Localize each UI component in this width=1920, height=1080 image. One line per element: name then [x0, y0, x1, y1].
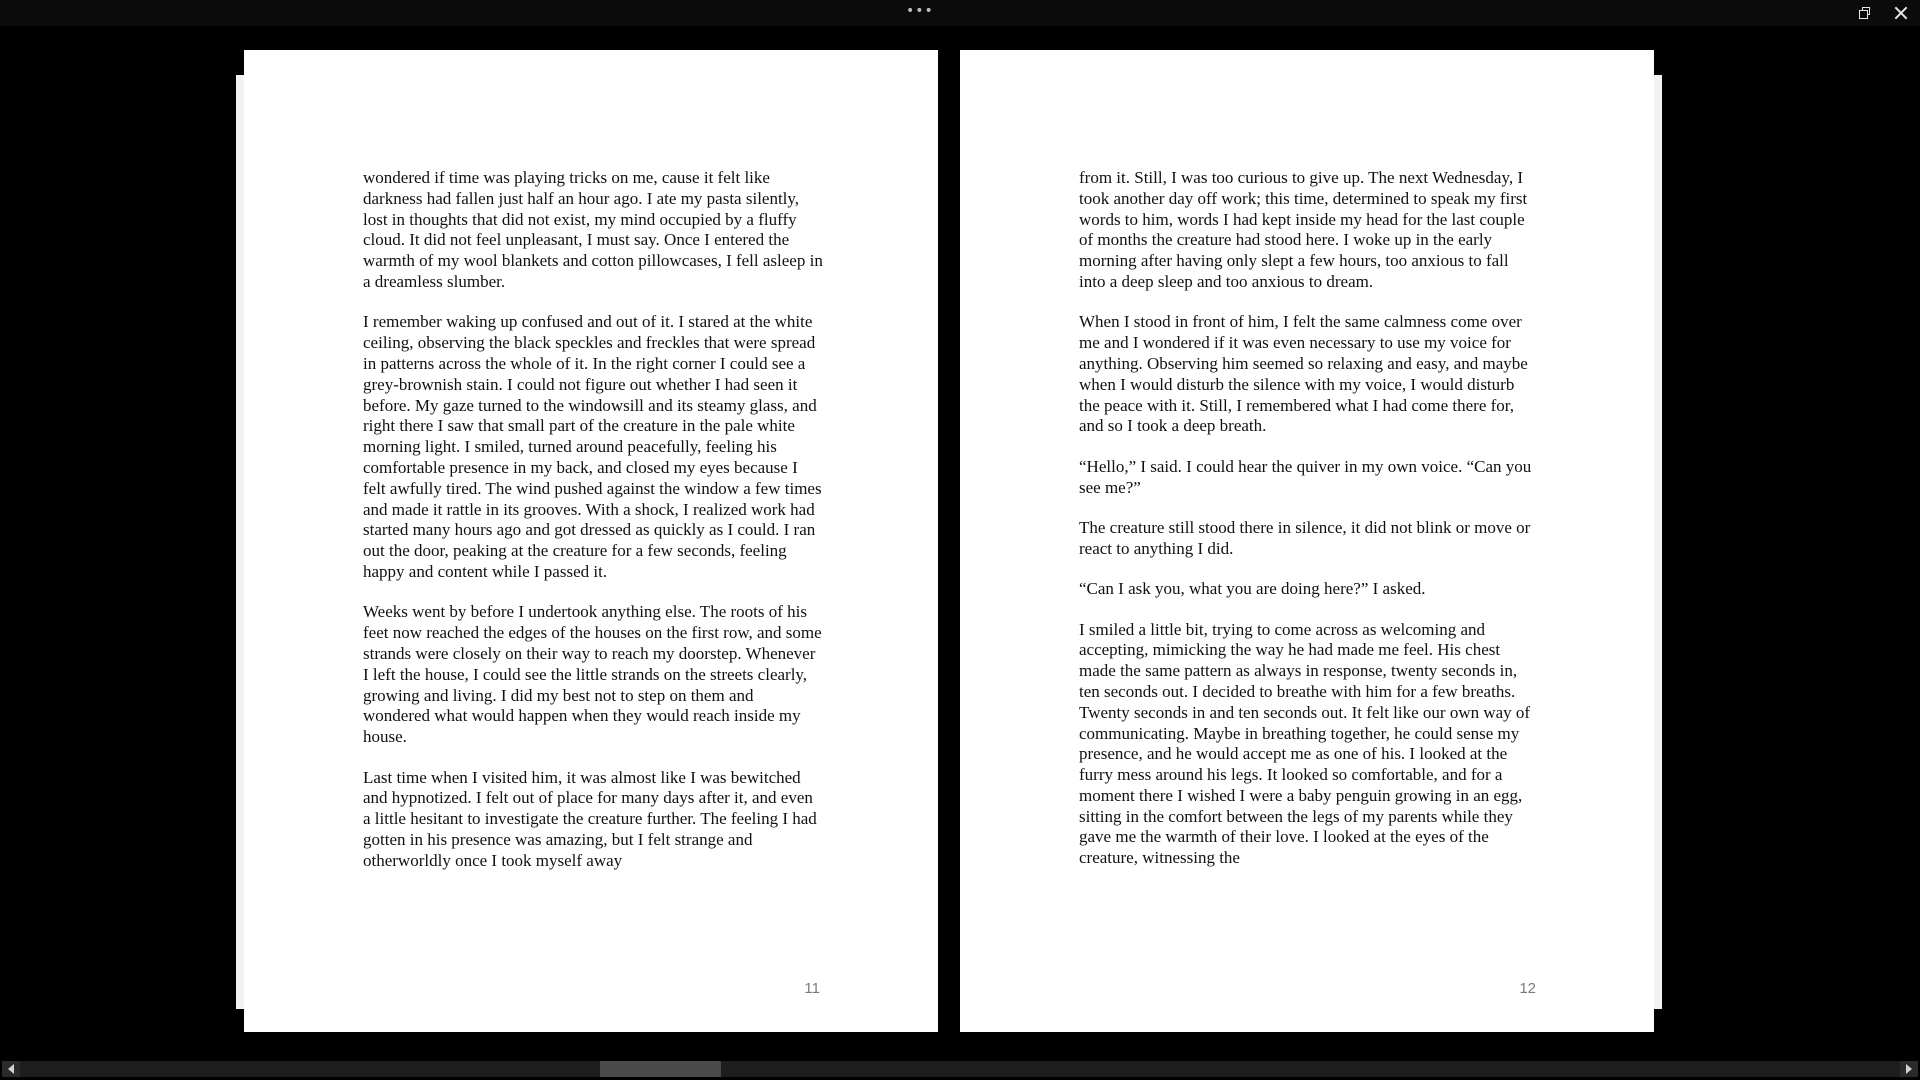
- paragraph: “Hello,” I said. I could hear the quiver in my own voice. “Can you see me?”: [1079, 456, 1532, 497]
- chevron-left-icon: [8, 1064, 14, 1074]
- title-bar: [0, 0, 1920, 26]
- paragraph: The creature still stood there in silence, it did not blink or move or react to anything I did.: [1079, 517, 1531, 558]
- scroll-left-button[interactable]: [2, 1061, 20, 1077]
- paragraph: I remember waking up confused and out of it. I stared at the white ceiling, observing the black speckles and freckles that were spread in patterns across the whole of it. In the right corner I could see a grey-brownish stain. I could not figure out whether I had seen it before. My gaze turned to the windowsill and its steamy glass, and right there I saw that small part of the creature in the pale white morning light. I smiled, turned around peacefully, feeling his comfortable presence in my back, and closed my eyes because I felt awfully tired. The wind pushed against the window a few times and made it rattle in its grooves. With a shock, I realized work had started many hours ago and got dressed as quickly as I could. I ran out the door, peaking at the creature for a few seconds, feeling happy and content while I passed it.: [363, 312, 822, 581]
- restore-button[interactable]: [1848, 0, 1882, 26]
- scroll-right-button[interactable]: [1900, 1061, 1918, 1077]
- page-left: [244, 50, 938, 1032]
- paragraph: Weeks went by before I undertook anything else. The roots of his feet now reached the edges of the houses on the first row, and some strands were closely on their way to reach my doorstep. Whenever I left the house, I could see the little strands on the streets clearly, growing and living. I did my best not to step on them and wondered what would happen when they would reach inside my house.: [363, 602, 822, 747]
- restore-icon: [1859, 7, 1871, 19]
- paragraph: I smiled a little bit, trying to come across as welcoming and accepting, mimicking the way he had made me feel. His chest made the same pattern as always in response, twenty seconds in, ten seconds out. I decided to breathe with him for a few breaths. Twenty seconds in and ten seconds out. It felt like our own way of communicating. Maybe in breathing together, he could sense my presence, and he would accept me as one of his. I looked at the furry mess around his legs. It looked so comfortable, and for a moment there I wished I were a baby penguin growing in an egg, sitting in the comfort between the legs of my parents while they gave me the warmth of their love. I looked at the eyes of the creature, witnessing the: [1079, 619, 1531, 868]
- scrollbar-track[interactable]: [20, 1061, 1900, 1077]
- paragraph: “Can I ask you, what you are doing here?” I asked.: [1079, 579, 1426, 599]
- close-icon: [1894, 6, 1908, 20]
- page-right: [960, 50, 1654, 1032]
- paragraph: from it. Still, I was too curious to give up. The next Wednesday, I took another day off work; this time, determined to speak my first words to him, words I had kept inside my head for the last couple of months the creature had stood here. I woke up in the early morning after having only slept a few hours, too anxious to fall into a deep sleep and too anxious to dream.: [1079, 168, 1528, 291]
- paragraph: wondered if time was playing tricks on me, cause it felt like darkness had fallen just half an hour ago. I ate my pasta silently, lost in thoughts that did not exist, my mind occupied by a fluffy cloud. It did not feel unpleasant, I must say. Once I entered the warmth of my wool blankets and cotton pillowcases, I fell asleep in a dreamless slumber.: [363, 168, 823, 291]
- paragraph: Last time when I visited him, it was almost like I was bewitched and hypnotized. I felt out of place for many days after it, and even a little hesitant to investigate the creature further. The feeling I had gotten in his presence was amazing, but I felt strange and otherworldly once I took myself away: [363, 767, 817, 870]
- page-text: [1079, 168, 1539, 889]
- paragraph: When I stood in front of him, I felt the same calmness come over me and I wondered if it was even necessary to use my voice for anything. Observing him seemed so relaxing and easy, and maybe when I would disturb the silence with my voice, I would disturb the peace with it. Still, I remembered what I had come there for, and so I took a deep breath.: [1079, 312, 1528, 436]
- close-button[interactable]: [1884, 0, 1918, 26]
- scrollbar-thumb[interactable]: [600, 1061, 721, 1077]
- page-text: [363, 168, 823, 891]
- more-options-icon[interactable]: •••: [906, 3, 934, 19]
- horizontal-scrollbar[interactable]: [0, 1059, 1920, 1080]
- page-number: 11: [804, 980, 820, 997]
- chevron-right-icon: [1906, 1064, 1912, 1074]
- page-number: 12: [1519, 980, 1536, 997]
